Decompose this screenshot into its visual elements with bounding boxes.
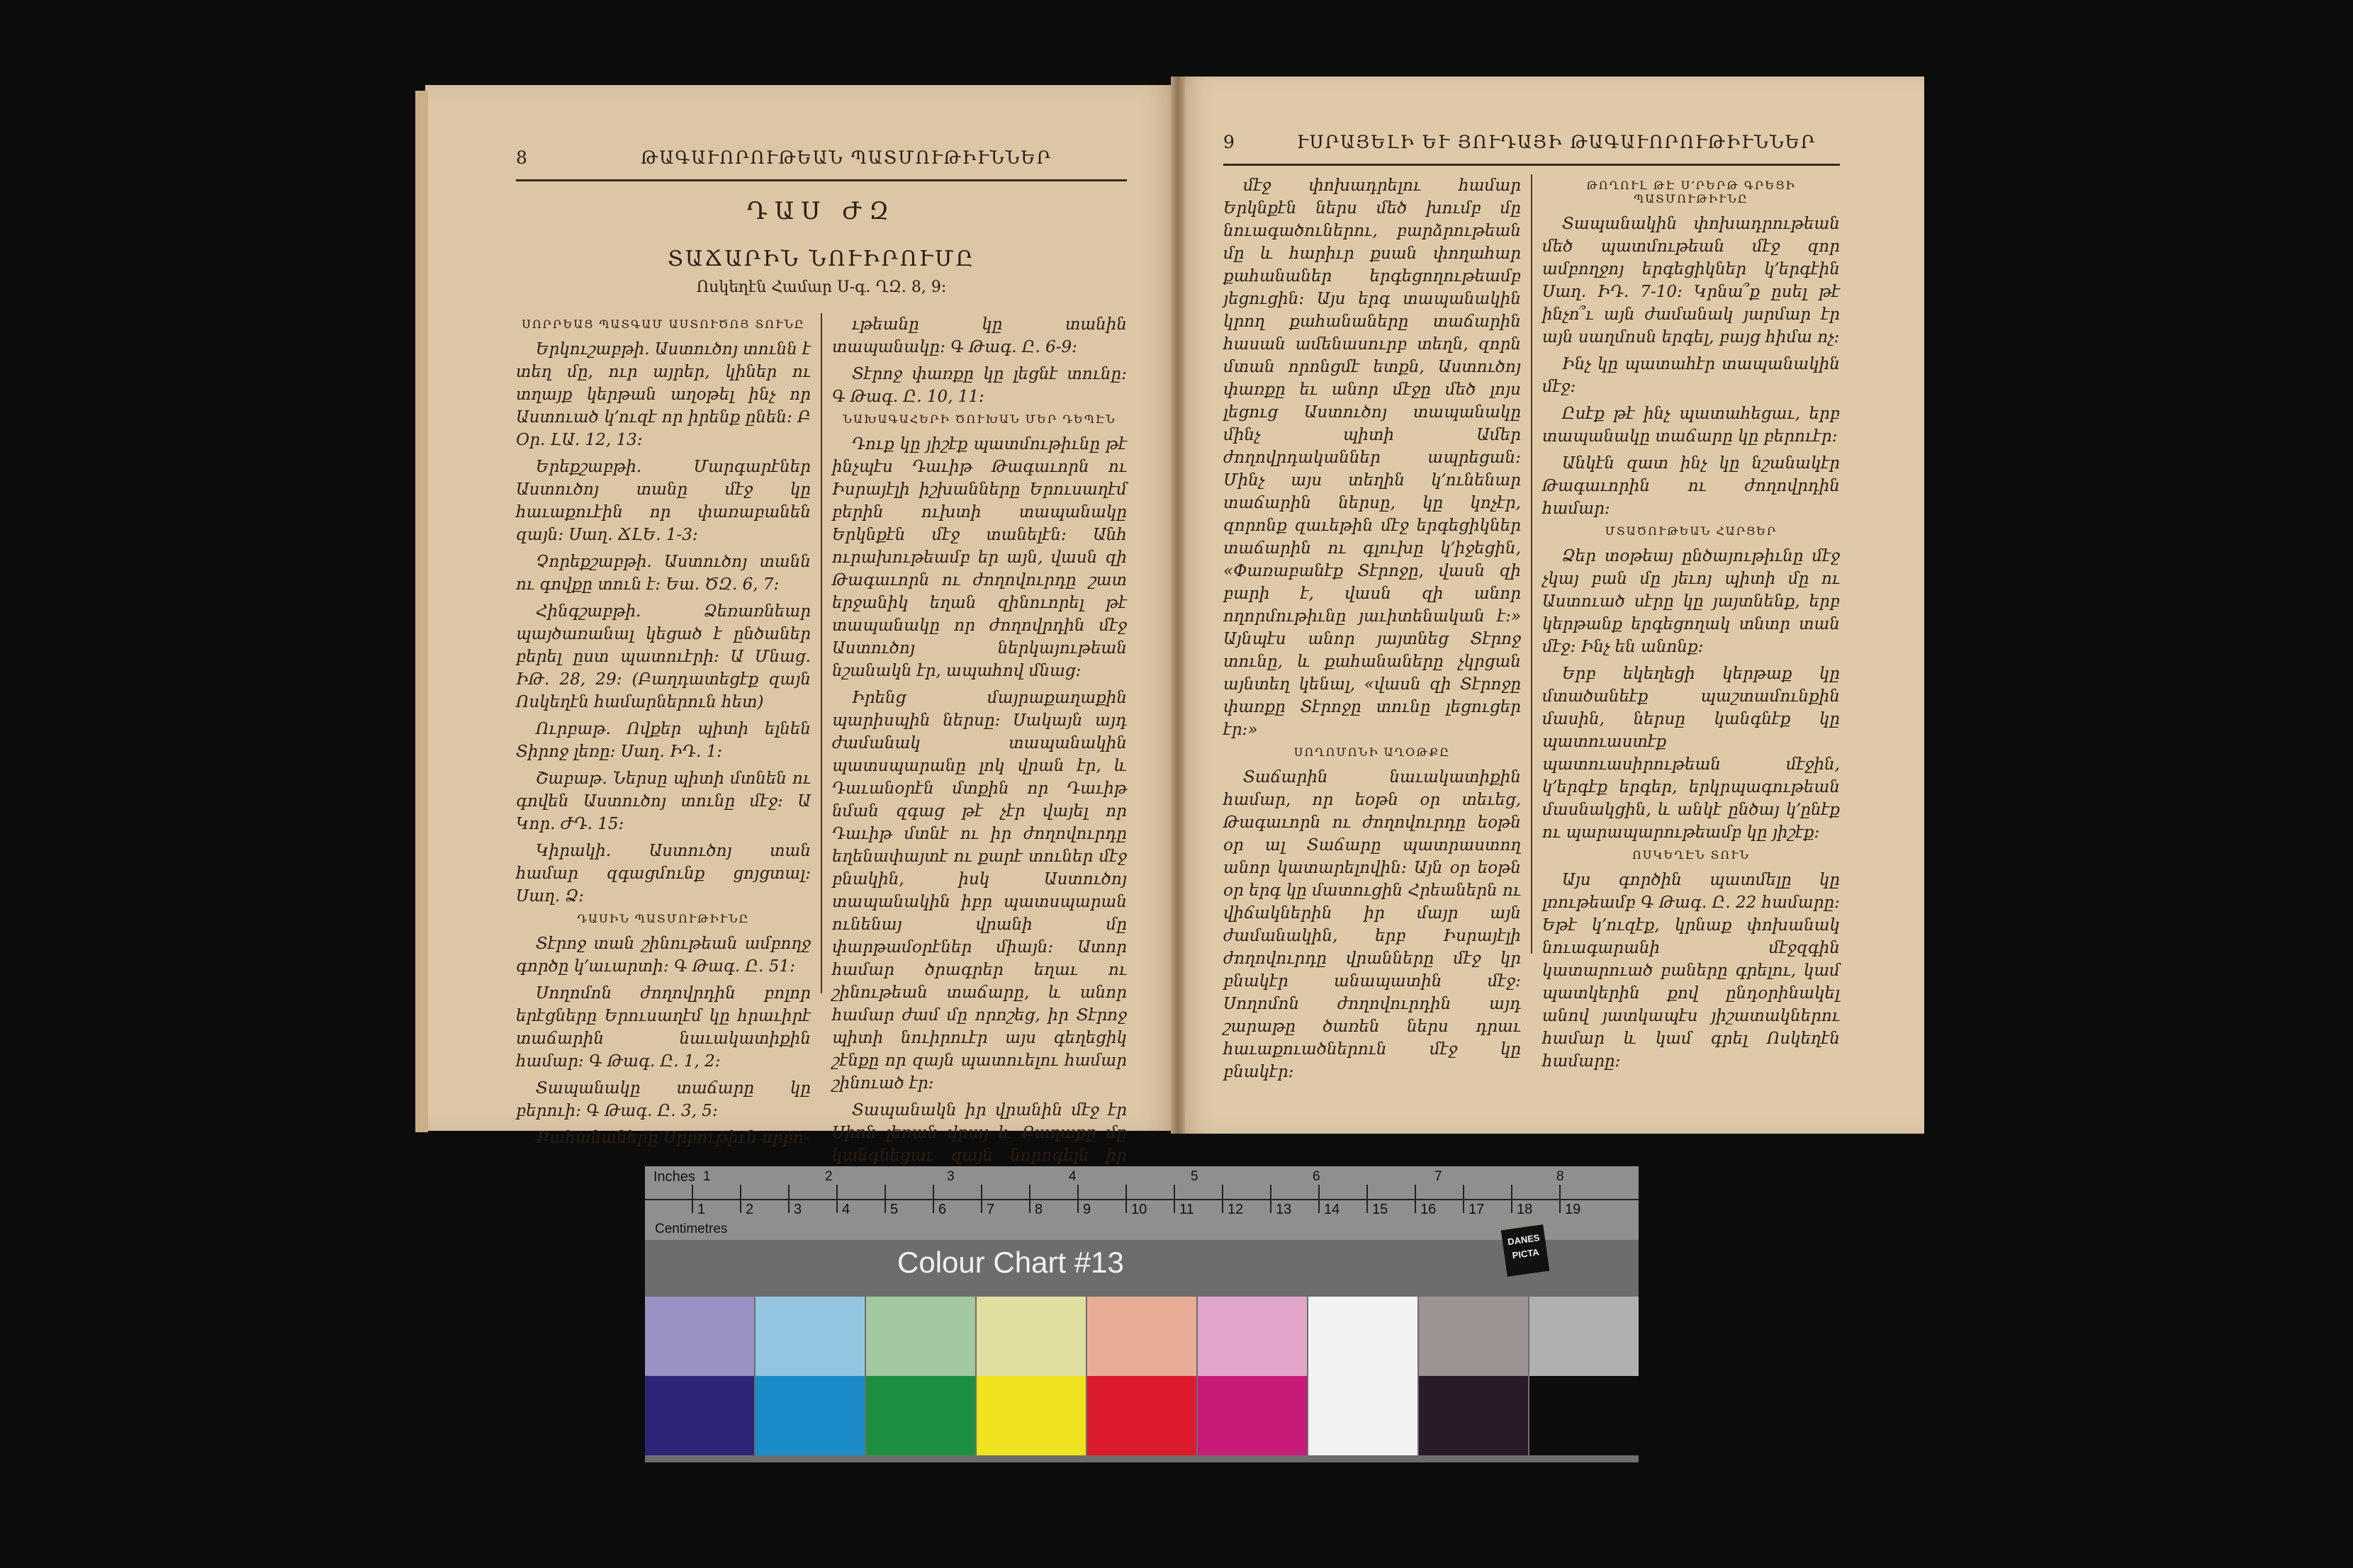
right-columns — [1223, 174, 1840, 1088]
cm-number: 1 — [697, 1202, 706, 1217]
ruler-tick — [1415, 1185, 1416, 1213]
paragraph: Ըսէք թէ ինչ պատահեցաւ, երբ տապանակը տաճարը կը բերուէր։ — [1542, 405, 1840, 446]
cm-number: 14 — [1324, 1202, 1340, 1217]
swatch-dark — [1529, 1376, 1639, 1455]
inch-number: 8 — [1556, 1169, 1564, 1184]
cm-number: 15 — [1372, 1202, 1388, 1217]
paragraph: Իրենց մայրաքաղաքին պարիսպին ներսը։ Սակայն այդ ժամանակ տապանակին պատսպարանը լոկ վրան էր, և Դաւանօրէն մտքին որ Դաւիթ նման զգաց թէ չէր վայել որ Դաւիթ մտնէ ու իր ժողովուրդը եղենափայտէ ու քարէ տուներ մէջ բնակին, իսկ Աստուծոյ տապանակին իբր պատսպարան ունենայ վրանի մը փարթամօրէներ միայն։ Ատոր համար ծրագրեր եղաւ ու շինութեան տաճարը, և անոր համար ժամ մը որոշեց, իր Տէրոջ պիտի նուիրուէր այս գեղեցիկ շէնքը որ զայն պատուելու համար շինուած էր։ — [832, 689, 1127, 1093]
ruler-tick — [885, 1185, 886, 1213]
cm-number: 8 — [1035, 1202, 1043, 1217]
paragraph: մէջ փոխադրելու համար Երկնքէն ներս մեծ խումբ մը նուագածուներու, բարձրութեան մը և հարիւր քսան փողահար քահանաներ երգեցողութեամբ յեցուցին։ Այս երգ տապանակին կրող քահանաները տաճարին հասան ամենասուրբ տեղն, զորն մտան որոնցմէ ետքն, Աստուծոյ փառքը եւ անոր մէջը մեծ լոյս լեցուց Աստուծոյ տապանակը մինչ պիտի Ամեր ժողովրդականներ ապրեցան։ Մինչ այս տեղին կ՚ունենար տաճարին ներսը, կը կոչէր, զորոնք զաւեթին մէջ երգեցիկներ տաճարին ու գլուխը կ՚իջեցին, «Փառաբանէք Տէրոջը, վասն զի բարի է, վասն զի անոր ողորմութիւնը յաւիտենական է։» Այնպէս անոր յայտնեց Տէրոջ տունը, և քահանաները չկրցան այնտեղ կենալ, «վասն զի Տէրոջը փառքը Տէրոջը տունը լեցուցեր էր։» — [1223, 176, 1521, 739]
left-running-head — [516, 147, 1127, 168]
paragraph: Ուրբաթ. Ովքեր պիտի ելնեն Տիրոջ լեռը։ Սաղ. ԻԴ. 1։ — [516, 720, 811, 761]
swatch-light — [1087, 1297, 1196, 1376]
cm-number: 4 — [842, 1202, 850, 1217]
ruler — [645, 1166, 1639, 1240]
swatch-light — [1198, 1297, 1307, 1376]
book-gutter — [1171, 77, 1185, 1134]
swatch-dark — [1419, 1376, 1528, 1455]
cm-number: 9 — [1083, 1202, 1091, 1217]
swatch-dark — [756, 1376, 865, 1455]
paragraph: Այս գործին պատմելը կը լռութեամբ Գ Թագ. Ը. 22 համարը։ Եթէ կ՚ուզէք, կրնաք փոխանակ նուագարանի մէջզգին կատարուած բաները գրելու, կամ պատկերին քով ընդօրինակել անով յատկապէս յիշատակներու համար և կամ գրել Ոսկեղէն համարը։ — [1542, 871, 1840, 1071]
ruler-tick — [1366, 1185, 1368, 1213]
inch-number: 5 — [1191, 1169, 1198, 1184]
header-rule — [1223, 164, 1840, 166]
swatch-dark — [645, 1376, 754, 1455]
ruler-tick — [788, 1185, 790, 1213]
paragraph: Հինգշաբթի. Ձեռառնեար պայծառանալ կեցած է ընծաներ բերել ըստ պատուէրի։ Ա Մնաց. ԻԹ. 28, 29։ (Բաղդատեցէք զայն Ոսկեղէն համարներուն հետ) — [516, 602, 811, 711]
inch-number: 2 — [825, 1169, 833, 1184]
left-column-1 — [516, 313, 811, 1194]
cm-number: 18 — [1517, 1202, 1533, 1217]
swatch-dark — [1087, 1376, 1196, 1455]
right-running-head — [1223, 132, 1840, 152]
right-page — [1178, 77, 1924, 1134]
paragraph: Տաճարին նաւակատիքին համար, որ եօթն օր տեւեց, Թագաւորն ու ժողովուրդը եօթն օր ալ Տաճարը պատրաստող անոր կատարելովին։ Այն օր եօթն օր երգ կը մատուցին Հրեաներն ու վիճակներին իր մայր այն ժամանակին, երբ Իսրայէլի ժողովուրդը վրանները մէջ կր բնակէր անապատին մէջ։ Սողոմոն ժողովուրդին այդ շարաթը ծառեն ներս դրաւ հաւաքուածներուն մէջ կը բնակէր։ — [1223, 768, 1521, 1081]
ruler-tick — [1029, 1185, 1031, 1213]
swatch-dark — [1308, 1376, 1417, 1455]
ruler-tick — [692, 1185, 693, 1213]
swatch-light — [1419, 1297, 1528, 1376]
paragraph: Չորեքշաբթի. Աստուծոյ տանն ու գովքը տուն է։ Եա. ԾԶ. 6, 7։ — [516, 553, 811, 594]
swatch-light — [756, 1297, 865, 1376]
inches-label: Inches — [653, 1169, 695, 1185]
colour-chart — [645, 1166, 1639, 1462]
paragraph: Քահանաները Սրբութիւն սրբո- — [536, 1129, 809, 1147]
section-heading: ԴԱՍԻՆ ՊԱՏՄՈՒԹԻՒՆԸ — [577, 912, 750, 925]
centimetres-label: Centimetres — [655, 1222, 728, 1236]
right-column-1 — [1223, 174, 1521, 1088]
swatch-light — [1308, 1297, 1417, 1376]
ruler-tick — [1174, 1185, 1175, 1213]
inch-number: 6 — [1313, 1169, 1320, 1184]
section-heading: ՆԱԽԱԳԱՀԵՐԻ ԾՈՒԽԱՆ ՄԵՐ ԴԵՊԷՆ — [843, 412, 1116, 426]
paragraph: Տապանակը տաճարը կը բերուի։ Գ Թագ. Ը. 3, 5։ — [516, 1079, 811, 1120]
ruler-tick — [1318, 1185, 1320, 1213]
header-rule — [516, 179, 1127, 181]
right-header-title: ՒՍՐԱՅԵԼԻ ԵՒ ՅՈՒԴԱՅԻ ԹԱԳԱՒՈՐՈՒԹԻՒՆՆԵՐ — [1296, 132, 1816, 152]
paragraph: Երեքշաբթի. Մարգարէներ Աստուծոյ տանը մէջ կը հաւաքուէին որ փառաբանեն զայն։ Սաղ. ՃԼԵ. 1-3։ — [516, 458, 811, 544]
column-divider — [1531, 174, 1532, 954]
ruler-line — [645, 1199, 1639, 1200]
paragraph: Սողոմոն ժողովրդին բոլոր երէցները Երուսաղէմ կը հրաւիրէ տաճարին նաւակատիքին համար։ Գ Թագ. Ը. 1, 2։ — [516, 984, 811, 1071]
paragraph: Տապանակն իր վրանին մէջ էր Սիոն լեռան վրայ և Քաղաքը մը կանգնեցաւ զայն նորոգելն իր — [832, 1101, 1127, 1165]
cm-number: 7 — [987, 1202, 995, 1217]
cm-number: 6 — [938, 1202, 947, 1217]
ruler-tick — [836, 1185, 838, 1213]
swatch-light — [866, 1297, 975, 1376]
cm-number: 13 — [1276, 1202, 1292, 1217]
swatch-dark — [866, 1376, 975, 1455]
swatch-light — [1529, 1297, 1639, 1376]
paragraph: Անկէն զատ ինչ կը նշանակէր Թագաւորին ու ժողովրդին համար։ — [1542, 454, 1840, 518]
ruler-tick — [1270, 1185, 1271, 1213]
section-heading: ՄՏԱԾՈՒԹԵԱՆ ՀԱՐՑԵՐ — [1605, 524, 1778, 538]
section-heading: ՍՈՐՐԵԱՑ ՊԱՏԳԱՄ ԱՍՏՈՒԾՈՅ ՏՈՒՆԸ — [522, 317, 805, 331]
ruler-tick — [1125, 1185, 1127, 1213]
cm-number: 17 — [1468, 1202, 1485, 1217]
right-page-number: 9 — [1223, 132, 1236, 152]
lesson-subtitle: ՏԱՃԱՐԻՆ ՆՈՒԻՐՈՒՄԸ — [667, 247, 975, 271]
swatch-dark — [977, 1376, 1086, 1455]
section-heading: ՈՍԿԵՂԷՆ ՏՈՒՆ — [1632, 848, 1750, 862]
paragraph: Շաբաթ. Ներսը պիտի մտնեն ու գովեն Աստուծոյ տունը մէջ։ Ա Կոր. ԺԴ. 15։ — [516, 769, 811, 833]
brand-logo: DANES PICTA — [1501, 1224, 1550, 1277]
paragraph: Տապանակին փոխադրութեան մեծ պատմութեան մէջ զոր ամբողջոյ երգեցիկներ կ՚երգէին Սաղ. ԻԴ. 7-10։ Կրնա՞ք ըսել թէ ինչո՞ւ այն ժամանակ յարմար էր այն սաղմոսն երգել, բայց հիմա ոչ։ — [1542, 215, 1840, 346]
chart-title: Colour Chart #13 — [897, 1246, 1124, 1279]
cm-number: 10 — [1131, 1202, 1147, 1217]
ruler-tick — [1463, 1185, 1464, 1213]
paragraph: Երբ եկեղեցի կերթաք կը մտածանեէք պաշտամունքին մասին, ներսը կանգնէք կը պատուաստէք պատուասիրութեան մէջին, կ՚երգէք երգեր, երկրպագութեան մասնակցին, և անկէ ընծայ կ՚ընէք ու պարապարութեամբ կը յիշէք։ — [1542, 665, 1840, 842]
swatch-dark — [1198, 1376, 1307, 1455]
cm-number: 11 — [1179, 1202, 1194, 1217]
left-column-2 — [832, 313, 1127, 1194]
left-columns — [516, 313, 1127, 1194]
lesson-title: ԴԱՍ ԺԶ — [746, 197, 897, 225]
inch-number: 3 — [947, 1169, 955, 1184]
paragraph: Ձեր տօթեայ ընծայութիւնը մէջ չկայ բան մը յեւոյ պիտի մը ու Աստուած սէրը կը յայտնենք, երբ կերթանք երգեցողակ տնտր տան մէջ։ Ինչ են անոնք։ — [1542, 547, 1840, 656]
paragraph: Տէրոջ փառքը կը լեցնէ տունը։ Գ Թագ. Ը. 10, 11։ — [832, 365, 1127, 406]
paragraph: Կիրակի. Աստուծոյ տան համար զգացմունք ցոյցտալ։ Սաղ. Ձ։ — [516, 842, 811, 906]
inch-number: 1 — [703, 1169, 711, 1184]
open-book — [425, 77, 1924, 1165]
ruler-tick — [1222, 1185, 1223, 1213]
paragraph: Տէրոջ տան շինութեան ամբողջ գործը կ՚աւարտի։ Գ Թագ. Ը. 51։ — [516, 935, 811, 976]
paragraph: ւթեանը կը տանին տապանակը։ Գ Թագ. Ը. 6-9։ — [832, 315, 1127, 356]
right-column-2 — [1542, 174, 1840, 1088]
ruler-tick — [740, 1185, 741, 1213]
paragraph: Ինչ կը պատահէր տապանակին մէջ։ — [1542, 355, 1840, 396]
cm-number: 19 — [1565, 1202, 1581, 1217]
cm-number: 16 — [1420, 1202, 1437, 1217]
ruler-tick — [933, 1185, 934, 1213]
left-page — [425, 85, 1178, 1165]
section-heading: ԹՈՂՈՒԼ ԹԷ Ս՚ՐԵՐԹ ԳՐԵՑԻ ՊԱՏՄՈՒԹԻՒՆԸ — [1586, 179, 1796, 205]
ruler-tick — [1511, 1185, 1512, 1213]
left-page-content — [516, 147, 1127, 1194]
ruler-tick — [1559, 1185, 1561, 1213]
inch-number: 4 — [1069, 1169, 1077, 1184]
ruler-tick — [1077, 1185, 1079, 1213]
swatch-light — [645, 1297, 754, 1376]
lesson-reference: Ոսկեղէն Համար Ս-գ. ՂԶ. 8, 9։ — [696, 278, 947, 296]
cm-number: 2 — [746, 1202, 754, 1217]
column-divider — [821, 313, 822, 993]
cm-number: 12 — [1228, 1202, 1244, 1217]
section-heading: ՍՈՂՈՄՈՆԻ ԱՂՕԹՔԸ — [1293, 745, 1451, 759]
cm-number: 5 — [890, 1202, 899, 1217]
left-header-title: ԹԱԳԱՒՈՐՈՒԹԵԱՆ ՊԱՏՄՈՒԹԻՒՆՆԵՐ — [641, 147, 1052, 168]
right-page-content — [1223, 132, 1840, 1088]
swatch-light — [977, 1297, 1086, 1376]
paragraph: Երկուշաբթի. Աստուծոյ տունն է տեղ մը, ուր այրեր, կիներ ու տղայք կերթան աղօթել ինչ որ Աստուած կ՚ուզէ որ իրենք ընեն։ Բ Օր. ԼԱ. 12, 13։ — [516, 340, 811, 449]
cm-number: 3 — [794, 1202, 802, 1217]
paragraph: Դուք կը յիշէք պատմութիւնը թէ ինչպէս Դաւիթ Թագաւորն ու Իսրայէլի իշխանները Երուսաղէմ բերին ուխտի տապանակը Երկնքէն մէջ տանելէն։ Անհ ուրախութեամբ եր այն, վասն զի Թագաւորն ու ժողովուրդը շատ երջանիկ եղան զինուորել թէ տապանակը որ ժողովրդին մէջ Աստուծոյ ներկայութեան նշանակն էր, ապահով մնաց։ — [832, 435, 1127, 680]
inch-number: 7 — [1434, 1169, 1442, 1184]
ruler-tick — [981, 1185, 982, 1213]
left-page-number: 8 — [516, 147, 529, 168]
